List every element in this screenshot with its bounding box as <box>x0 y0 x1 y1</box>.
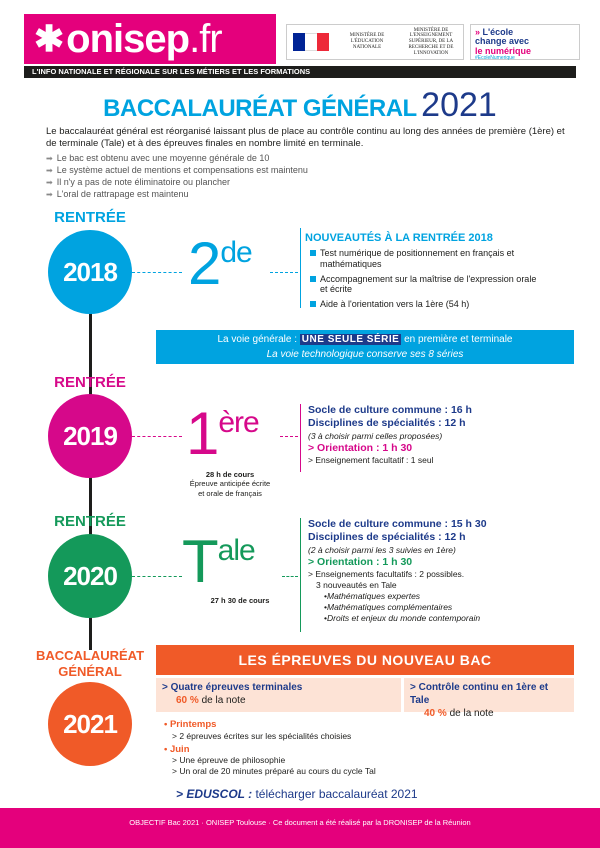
year-circle-2020: 2020 <box>48 534 132 618</box>
key-point: ➡ Le bac est obtenu avec une moyenne générale de 10 <box>46 153 566 165</box>
rentree-2020-label: RENTRÉE <box>54 513 126 530</box>
connector <box>280 436 298 437</box>
connector <box>282 576 298 577</box>
year-circle-2018: 2018 <box>48 230 132 314</box>
note-2019: 28 h de cours Épreuve anticipée écrite et orale de français <box>189 470 271 498</box>
footer: OBJECTIF Bac 2021 · ONISEP Toulouse · Ce document a été réalisé par la DRONISEP de la Réunion <box>0 808 600 848</box>
calendrier-epreuves: • Printemps > 2 épreuves écrites sur les spécialités choisies • Juin > Une épreuve de philosophie > Un oral de 20 minutes préparé au cours du cycle Tal <box>164 719 376 776</box>
nouveautes-list <box>310 248 540 314</box>
tagline: L'INFO NATIONALE ET RÉGIONALE SUR LES MÉTIERS ET LES FORMATIONS <box>24 66 576 78</box>
class-1ere: 1ère <box>186 400 259 467</box>
ministere-recherche: MINISTÈRE DE L'ENSEIGNEMENT SUPÉRIEUR, DE LA RECHERCHE ET DE L'INNOVATION <box>408 27 454 56</box>
class-terminale: $T^{ale}$ <box>182 528 255 595</box>
intro-text: Le baccalauréat général est réorganisé laissant plus de place au contrôle continu au long des années de première (1ère) et de terminale (Tale) et à des épreuves finales en nombre limité en terminale. <box>46 126 565 150</box>
voie-generale-banner: La voie générale : UNE SEULE SÉRIE en première et terminale La voie technologique conserve ses 8 séries <box>156 330 574 364</box>
ministere-logo <box>286 24 464 60</box>
connector <box>132 436 182 437</box>
controle-continu: > Contrôle continu en 1ère et Tale 40 % de la note <box>404 678 574 712</box>
rentree-2018-label: RENTRÉE <box>54 209 126 226</box>
programme-2019: Socle de culture commune : 16 h Disciplines de spécialités : 12 h (3 à choisir parmi celles proposées) > Orientation : 1 h 30 > Enseignement facultatif : 1 seul <box>308 404 472 466</box>
list-item: Aide à l'orientation vers la 1ère (54 h) <box>310 299 540 310</box>
connector <box>270 272 298 273</box>
note-2020: 27 h 30 de cours <box>210 596 270 605</box>
onisep-star-icon: ✱ <box>34 18 65 59</box>
bac-general-label: BACCALAURÉAT GÉNÉRAL <box>35 648 145 680</box>
list-item: Test numérique de positionnement en français et mathématiques <box>310 248 540 270</box>
page-title: BACCALAURÉAT GÉNÉRAL 2021 <box>103 86 497 124</box>
connector <box>132 272 182 273</box>
ministere-education: MINISTÈRE DE L'ÉDUCATION NATIONALE <box>349 33 385 50</box>
rentree-2019-label: RENTRÉE <box>54 374 126 391</box>
onisep-logo[interactable] <box>24 14 276 64</box>
connector <box>132 576 182 577</box>
french-flag-icon <box>293 33 329 51</box>
epreuves-title: LES ÉPREUVES DU NOUVEAU BAC <box>156 645 574 675</box>
eduscol-link[interactable]: > EDUSCOL : télécharger baccalauréat 2021 <box>176 787 418 801</box>
epreuves-terminales: > Quatre épreuves terminales 60 % de la note <box>156 678 401 712</box>
class-2de: 2de <box>188 230 252 297</box>
key-point: ➡ Le système actuel de mentions et compensations est maintenu <box>46 165 566 177</box>
key-points <box>46 153 566 201</box>
year-circle-2019: 2019 <box>48 394 132 478</box>
year-circle-2021: 2021 <box>48 682 132 766</box>
list-item: Accompagnement sur la maîtrise de l'expression orale et écrite <box>310 274 540 296</box>
programme-2020: Socle de culture commune : 15 h 30 Disciplines de spécialités : 12 h (2 à choisir parmi les 3 suivies en 1ère) > Orientation : 1 h 30 > Enseignements facultatifs : 2 possibles. 3 nouveautés en Tale • Mathématiques expertes • Mathématiques complémentaires • Droits et enjeux du monde contemporain <box>308 518 588 624</box>
nouveautes-title: NOUVEAUTÉS À LA RENTRÉE 2018 <box>305 232 493 244</box>
ecole-numerique-logo: » L'école change avec le numérique #EcoleNumerique <box>470 24 580 60</box>
key-point: ➡ Il n'y a pas de note éliminatoire ou plancher <box>46 177 566 189</box>
logo-text: onisep.fr <box>66 17 222 61</box>
key-point: ➡ L'oral de rattrapage est maintenu <box>46 189 566 201</box>
